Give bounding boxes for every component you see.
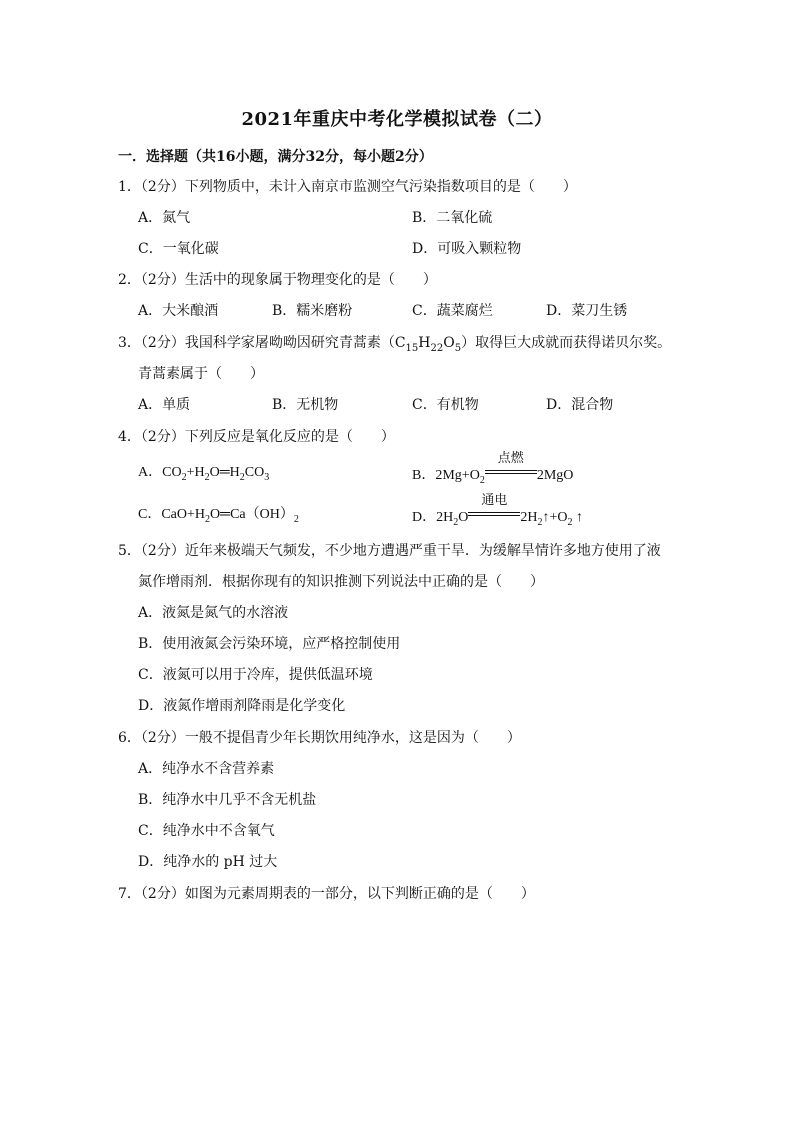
q3-text-suffix: ）取得巨大成就而获得诺贝尔奖。 <box>461 335 672 351</box>
q5-option-b: B．使用液氮会污染环境，应严格控制使用 <box>138 636 401 652</box>
question-3 <box>118 332 671 354</box>
q4-option-a: A．$CO_2+H_2O═H_2CO_3$ <box>138 465 270 483</box>
equals-sign: ═ <box>220 507 231 522</box>
question-7: 7．（2分）如图为元素周期表的一部分，以下判断正确的是（ ） <box>118 886 535 902</box>
q3-option-c: C．有机物 <box>412 397 479 413</box>
question-6: 6．（2分）一般不提倡青少年长期饮用纯净水，这是因为（ ） <box>118 730 521 746</box>
q3-sub-h: 22 <box>430 342 444 354</box>
q3-option-d: D．混合物 <box>546 397 614 413</box>
q2-option-c: C．蔬菜腐烂 <box>412 303 493 319</box>
equals-line <box>468 512 520 513</box>
q3-option-b: B．无机物 <box>272 397 339 413</box>
equals-line <box>468 515 520 516</box>
q2-option-a: A．大米酿酒 <box>138 303 219 319</box>
q5-option-c: C．液氮可以用于冷库，提供低温环境 <box>138 667 373 683</box>
q6-option-d: D．纯净水的 pH 过大 <box>138 854 278 870</box>
equals-line <box>485 470 537 471</box>
q4-option-d: D．$2H_2O$ 通电 $2H_2↑+O_2$ ↑ <box>412 503 583 528</box>
q6-option-b: B．纯净水中几乎不含无机盐 <box>138 792 317 808</box>
reaction-condition <box>468 493 520 521</box>
q1-option-d: D．可吸入颗粒物 <box>412 241 522 257</box>
q6-option-c: C．纯净水中不含氧气 <box>138 823 275 839</box>
q3-sub-c: 15 <box>405 342 419 354</box>
q5-option-a: A．液氮是氮气的水溶液 <box>138 605 289 621</box>
equals-line <box>485 473 537 474</box>
section-heading: 一．选择题（共16小题，满分32分，每小题2分） <box>118 149 433 165</box>
question-2: 2．（2分）生活中的现象属于物理变化的是（ ） <box>118 272 437 288</box>
q3-o: O <box>443 335 455 351</box>
question-5: 5．（2分）近年来极端天气频发，不少地方遭遇严重干旱．为缓解旱情许多地方使用了液 <box>118 543 661 559</box>
question-4: 4．（2分）下列反应是氧化反应的是（ ） <box>118 429 395 445</box>
q3-h: H <box>418 335 431 351</box>
q3-sub-o: 5 <box>454 342 462 354</box>
equals-sign: ═ <box>219 465 230 480</box>
question-5-line-2: 氮作增雨剂．根据你现有的知识推测下列说法中正确的是（ ） <box>138 574 544 590</box>
q3-text-prefix: 3．（2分）我国科学家屠呦呦因研究青蒿素（C <box>118 335 406 351</box>
q2-option-d: D．菜刀生锈 <box>546 303 628 319</box>
q1-option-c: C．一氧化碳 <box>138 241 219 257</box>
q1-option-b: B．二氧化硫 <box>412 210 493 226</box>
q6-option-a: A．纯净水不含营养素 <box>138 761 275 777</box>
q5-option-d: D．液氮作增雨剂降雨是化学变化 <box>138 698 346 714</box>
reaction-condition <box>485 451 537 479</box>
q4-option-b: B．$2Mg+O_2$ 点燃 2MgO <box>412 461 573 486</box>
condition-label: 通电 <box>481 493 508 508</box>
q1-option-a: A．氮气 <box>138 210 191 226</box>
question-3-line-2: 青蒿素属于（ ） <box>138 366 264 382</box>
page-title: 2021年重庆中考化学模拟试卷（二） <box>241 109 553 130</box>
q2-option-b: B．糯米磨粉 <box>272 303 353 319</box>
q3-option-a: A．单质 <box>138 397 191 413</box>
condition-label: 点燃 <box>497 451 524 466</box>
question-1: 1．（2分）下列物质中，未计入南京市监测空气污染指数项目的是（ ） <box>118 179 577 195</box>
q4-option-c: C．$CaO+H_2O═Ca(OH)_2$ <box>138 507 299 525</box>
